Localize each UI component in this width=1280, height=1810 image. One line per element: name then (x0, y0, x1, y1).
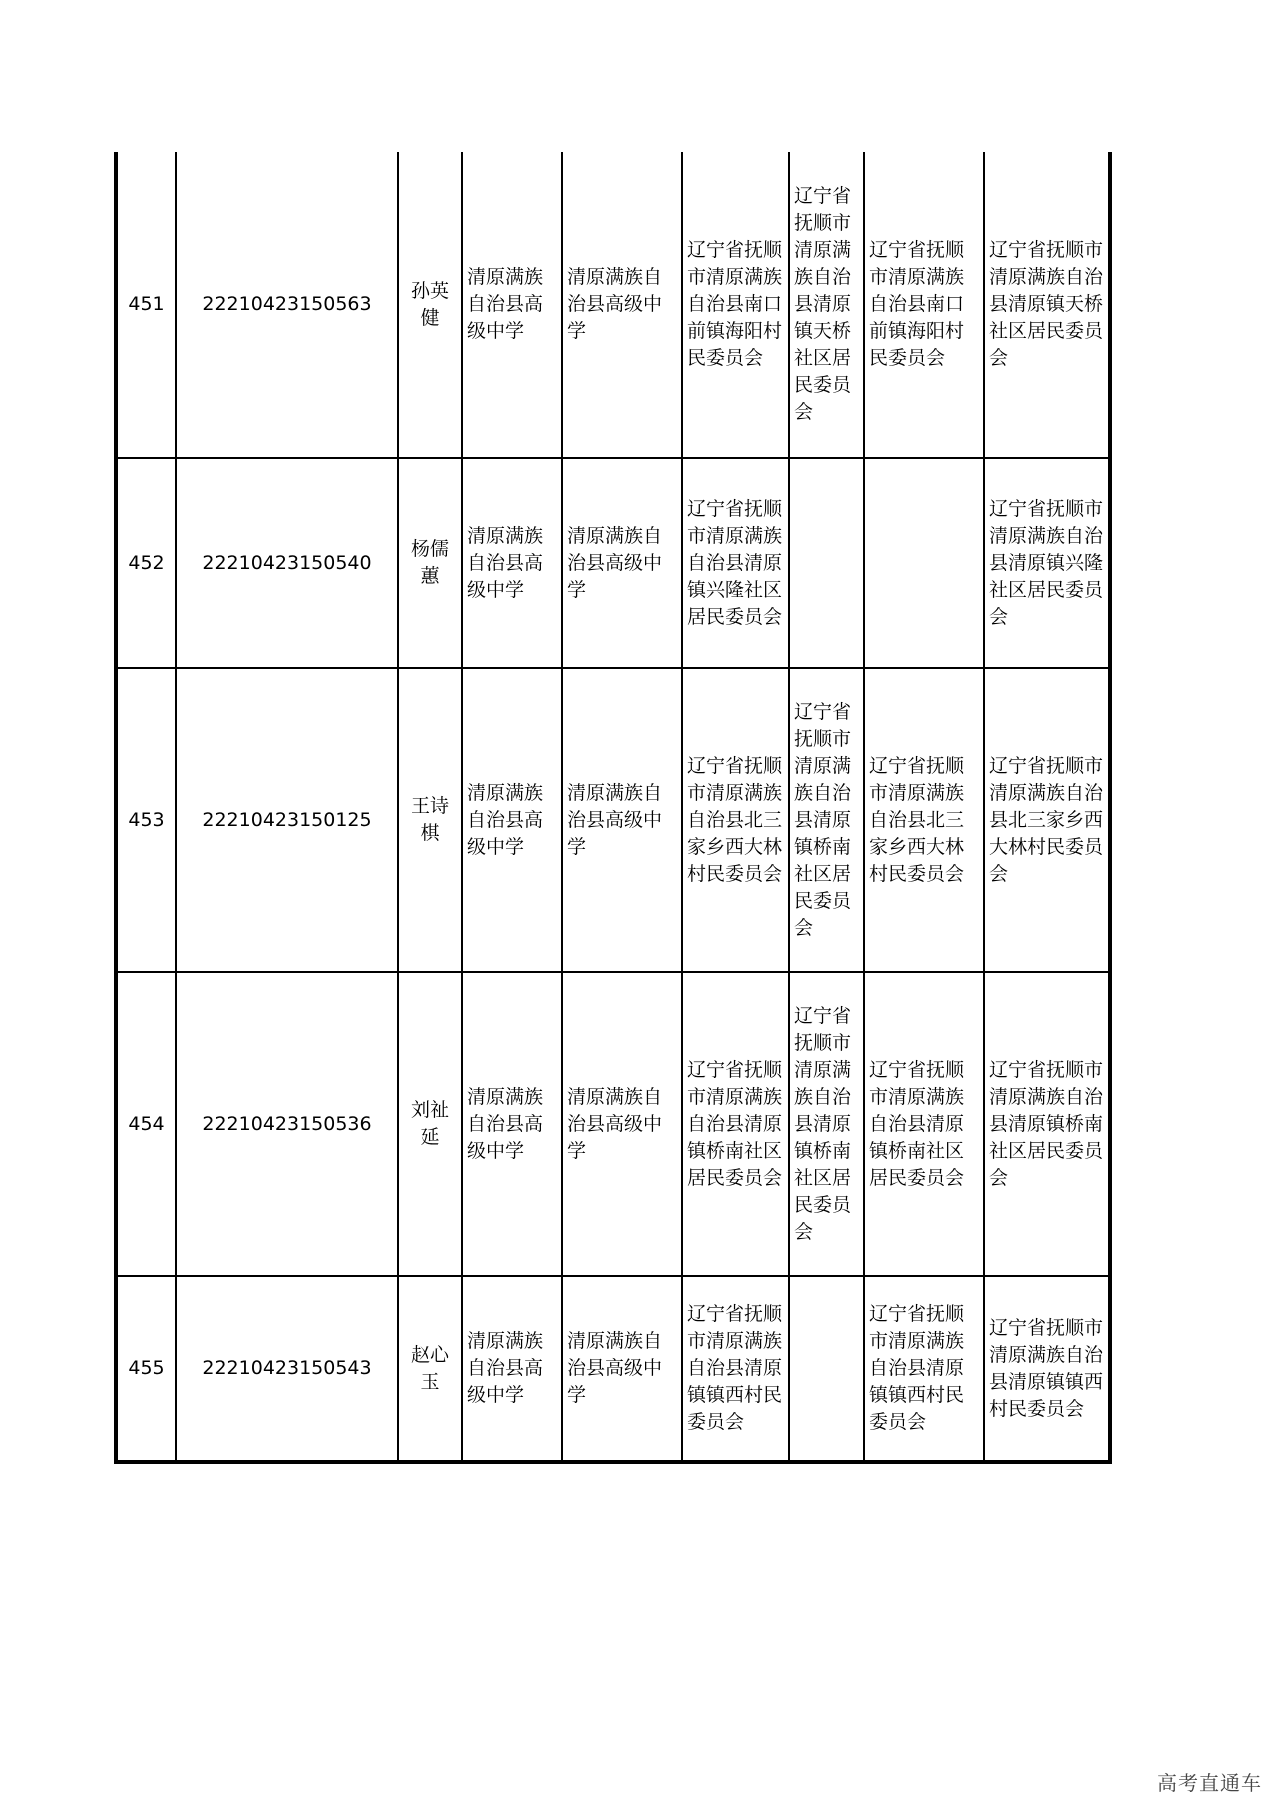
address-3: 辽宁省抚顺市清原满族自治县北三家乡西大林村民委员会 (864, 668, 984, 972)
school-secondary: 清原满族自治县高级中学 (562, 972, 682, 1276)
address-4: 辽宁省抚顺市清原满族自治县清原镇兴隆社区居民委员会 (984, 458, 1110, 668)
candidate-id: 22210423150563 (176, 152, 398, 458)
address-2 (789, 1276, 864, 1462)
address-2: 辽宁省抚顺市清原满族自治县清原镇桥南社区居民委员会 (789, 972, 864, 1276)
candidate-name: 赵心玉 (398, 1276, 462, 1462)
table-row (116, 152, 1110, 458)
candidate-id: 22210423150536 (176, 972, 398, 1276)
address-3: 辽宁省抚顺市清原满族自治县清原镇桥南社区居民委员会 (864, 972, 984, 1276)
row-number: 452 (116, 458, 176, 668)
address-3 (864, 458, 984, 668)
address-4: 辽宁省抚顺市清原满族自治县北三家乡西大林村民委员会 (984, 668, 1110, 972)
address-1: 辽宁省抚顺市清原满族自治县清原镇桥南社区居民委员会 (682, 972, 789, 1276)
table-row (116, 1276, 1110, 1462)
address-2 (789, 458, 864, 668)
address-4: 辽宁省抚顺市清原满族自治县清原镇镇西村民委员会 (984, 1276, 1110, 1462)
address-2: 辽宁省抚顺市清原满族自治县清原镇天桥社区居民委员会 (789, 152, 864, 458)
candidate-name: 刘祉延 (398, 972, 462, 1276)
row-number: 454 (116, 972, 176, 1276)
row-number: 453 (116, 668, 176, 972)
address-1: 辽宁省抚顺市清原满族自治县清原镇兴隆社区居民委员会 (682, 458, 789, 668)
school: 清原满族自治县高级中学 (462, 152, 562, 458)
school: 清原满族自治县高级中学 (462, 1276, 562, 1462)
address-4: 辽宁省抚顺市清原满族自治县清原镇天桥社区居民委员会 (984, 152, 1110, 458)
table-row (116, 458, 1110, 668)
address-2: 辽宁省抚顺市清原满族自治县清原镇桥南社区居民委员会 (789, 668, 864, 972)
row-number: 451 (116, 152, 176, 458)
table-row (116, 972, 1110, 1276)
row-number: 455 (116, 1276, 176, 1462)
address-3: 辽宁省抚顺市清原满族自治县南口前镇海阳村民委员会 (864, 152, 984, 458)
school-secondary: 清原满族自治县高级中学 (562, 1276, 682, 1462)
candidate-name: 孙英健 (398, 152, 462, 458)
candidate-name: 杨儒蕙 (398, 458, 462, 668)
address-3: 辽宁省抚顺市清原满族自治县清原镇镇西村民委员会 (864, 1276, 984, 1462)
school: 清原满族自治县高级中学 (462, 458, 562, 668)
footer-watermark: 高考直通车 (1157, 1771, 1262, 1795)
address-1: 辽宁省抚顺市清原满族自治县清原镇镇西村民委员会 (682, 1276, 789, 1462)
candidate-id: 22210423150125 (176, 668, 398, 972)
address-1: 辽宁省抚顺市清原满族自治县北三家乡西大林村民委员会 (682, 668, 789, 972)
school-secondary: 清原满族自治县高级中学 (562, 458, 682, 668)
candidate-id: 22210423150540 (176, 458, 398, 668)
address-1: 辽宁省抚顺市清原满族自治县南口前镇海阳村民委员会 (682, 152, 789, 458)
roster-table (114, 152, 1112, 1464)
address-4: 辽宁省抚顺市清原满族自治县清原镇桥南社区居民委员会 (984, 972, 1110, 1276)
candidate-name: 王诗棋 (398, 668, 462, 972)
school-secondary: 清原满族自治县高级中学 (562, 152, 682, 458)
school: 清原满族自治县高级中学 (462, 972, 562, 1276)
candidate-id: 22210423150543 (176, 1276, 398, 1462)
table-row (116, 668, 1110, 972)
school-secondary: 清原满族自治县高级中学 (562, 668, 682, 972)
school: 清原满族自治县高级中学 (462, 668, 562, 972)
